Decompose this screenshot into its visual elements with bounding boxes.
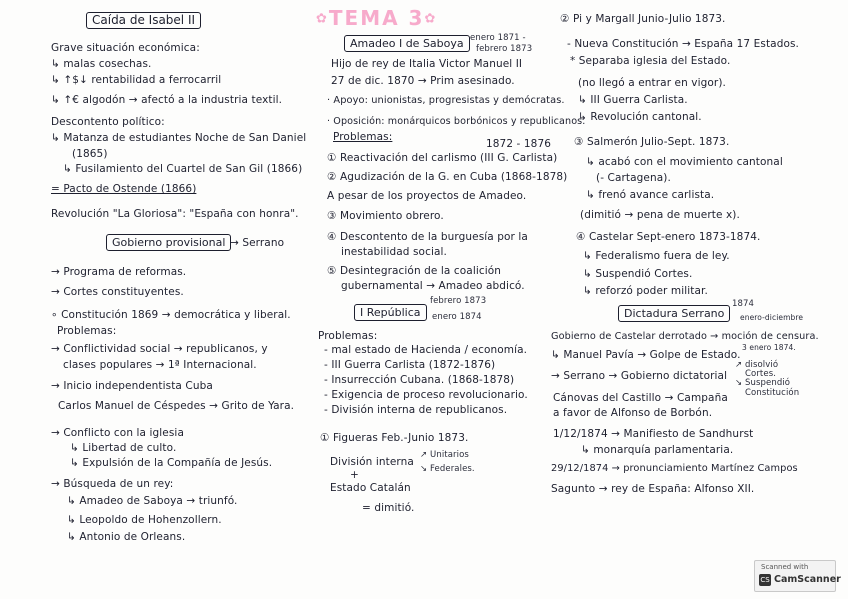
date-note: enero-diciembre bbox=[740, 313, 804, 322]
note-line: inestabilidad social. bbox=[341, 246, 447, 258]
note-line: División interna bbox=[330, 456, 414, 468]
note-line: A pesar de los proyectos de Amadeo. bbox=[327, 190, 527, 202]
note-line: ↳ Libertad de culto. bbox=[70, 442, 177, 454]
camscanner-logo-icon: CS bbox=[760, 576, 770, 584]
date-note: ↘ Suspendió bbox=[735, 378, 791, 388]
box-dictadura-serrano: Dictadura Serrano bbox=[618, 305, 730, 322]
note-line: ↳ Manuel Pavía → Golpe de Estado. bbox=[551, 349, 741, 361]
date-note: enero 1871 - bbox=[470, 33, 526, 43]
note-line: - Exigencia de proceso revolucionario. bbox=[324, 389, 528, 401]
note-line: → Programa de reformas. bbox=[51, 266, 187, 278]
note-line: - Insurrección Cubana. (1868-1878) bbox=[324, 374, 515, 386]
note-line: ↳ ↑€ algodón → afectó a la industria textil. bbox=[51, 94, 283, 106]
note-line: - III Guerra Carlista (1872-1876) bbox=[324, 359, 496, 371]
note-line: (1865) bbox=[72, 148, 108, 160]
note-line: ↳ Expulsión de la Compañía de Jesús. bbox=[70, 457, 273, 469]
note-line: ↳ Matanza de estudiantes Noche de San Daniel bbox=[51, 132, 307, 144]
date-note: Constitución bbox=[745, 388, 800, 398]
box-gobierno-provisional: Gobierno provisional bbox=[106, 234, 231, 251]
date-note: enero 1874 bbox=[432, 312, 482, 322]
note-line: Problemas: bbox=[318, 330, 378, 342]
note-line: Problemas: bbox=[333, 131, 393, 143]
scanned-with-label: Scanned with bbox=[761, 563, 809, 571]
note-line: ↳ Antonio de Orleans. bbox=[67, 531, 186, 543]
note-line: ↳ monarquía parlamentaria. bbox=[581, 444, 734, 456]
note-line: Gobierno de Castelar derrotado → moción de censura. bbox=[551, 331, 819, 342]
note-line: ↳ Suspendió Cortes. bbox=[583, 268, 693, 280]
note-line: ② Agudización de la G. en Cuba (1868-1878) bbox=[327, 171, 568, 183]
note-line: Carlos Manuel de Céspedes → Grito de Yara. bbox=[58, 400, 295, 412]
note-line: ↳ Revolución cantonal. bbox=[578, 111, 702, 123]
note-line: = dimitió. bbox=[362, 502, 415, 514]
note-line: 1/12/1874 → Manifiesto de Sandhurst bbox=[553, 428, 754, 440]
note-line: Sagunto → rey de España: Alfonso XII. bbox=[551, 483, 755, 495]
note-line: + bbox=[350, 469, 359, 481]
note-line: ∘ Constitución 1869 → democrática y liberal. bbox=[51, 309, 291, 321]
note-line: Estado Catalán bbox=[330, 482, 411, 494]
note-line: * Separaba iglesia del Estado. bbox=[570, 55, 731, 67]
note-line: ④ Castelar Sept-enero 1873-1874. bbox=[576, 231, 761, 243]
note-line: ↳ frenó avance carlista. bbox=[586, 189, 715, 201]
date-note: ↗ disolvió bbox=[735, 360, 779, 370]
note-line: ③ Movimiento obrero. bbox=[327, 210, 444, 222]
note-line: - Nueva Constitución → España 17 Estados. bbox=[567, 38, 799, 50]
note-line: 27 de dic. 1870 → Prim asesinado. bbox=[331, 75, 515, 87]
note-line: ↳ Leopoldo de Hohenzollern. bbox=[67, 514, 222, 526]
note-line: · Oposición: monárquicos borbónicos y republicanos. bbox=[327, 116, 586, 127]
note-line: → Inicio independentista Cuba bbox=[51, 380, 213, 392]
date-note: 3 enero 1874. bbox=[742, 343, 796, 352]
heading-caida-isabel: Caída de Isabel II bbox=[86, 12, 201, 29]
note-line: 29/12/1874 → pronunciamiento Martínez Campos bbox=[551, 463, 798, 474]
date-note: 1872 - 1876 bbox=[486, 138, 552, 150]
note-line: ↘ Federales. bbox=[420, 464, 475, 474]
date-note: febrero 1873 bbox=[430, 296, 487, 306]
note-line: → Serrano bbox=[230, 237, 285, 249]
note-line: ↳ Federalismo fuera de ley. bbox=[583, 250, 730, 262]
note-line: clases populares → 1ª Internacional. bbox=[63, 359, 257, 371]
note-line: - División interna de republicanos. bbox=[324, 404, 508, 416]
note-line: Revolución "La Gloriosa": "España con honra". bbox=[51, 208, 299, 220]
note-line: → Conflictividad social → republicanos, y bbox=[51, 343, 268, 355]
note-line: ① Figueras Feb.-Junio 1873. bbox=[320, 432, 469, 444]
star-icon: ✿ bbox=[316, 11, 329, 27]
note-line: ↳ Amadeo de Saboya → triunfó. bbox=[67, 495, 238, 507]
note-line: = Pacto de Ostende (1866) bbox=[51, 183, 197, 195]
note-line: gubernamental → Amadeo abdicó. bbox=[341, 280, 525, 292]
date-note: febrero 1873 bbox=[476, 44, 533, 54]
star-icon: ✿ bbox=[424, 11, 438, 27]
camscanner-watermark bbox=[754, 560, 841, 592]
note-line: (dimitió → pena de muerte x). bbox=[580, 209, 740, 221]
note-line: → Búsqueda de un rey: bbox=[51, 478, 174, 490]
note-line: (- Cartagena). bbox=[596, 172, 671, 184]
note-line: - mal estado de Hacienda / economía. bbox=[324, 344, 528, 356]
note-line: a favor de Alfonso de Borbón. bbox=[553, 407, 713, 419]
note-line: · Apoyo: unionistas, progresistas y demócratas. bbox=[327, 95, 565, 106]
note-line: ↳ Fusilamiento del Cuartel de San Gil (1866) bbox=[63, 163, 303, 175]
note-line: ④ Descontento de la burguesía por la bbox=[327, 231, 528, 243]
note-line: ↗ Unitarios bbox=[420, 450, 469, 460]
note-line: Descontento político: bbox=[51, 116, 165, 128]
document-title: ✿TEMA 3✿ bbox=[316, 6, 438, 30]
note-line: Problemas: bbox=[57, 325, 117, 337]
box-amadeo: Amadeo I de Saboya bbox=[344, 35, 470, 52]
note-line: Cánovas del Castillo → Campaña bbox=[553, 392, 728, 404]
note-line: (no llegó a entrar en vigor). bbox=[578, 77, 726, 89]
date-note: Cortes. bbox=[745, 369, 777, 379]
note-line: ↳ III Guerra Carlista. bbox=[578, 94, 688, 106]
note-line: → Serrano → Gobierno dictatorial bbox=[551, 370, 728, 382]
note-line: ↳ reforzó poder militar. bbox=[583, 285, 708, 297]
note-line: Grave situación económica: bbox=[51, 42, 200, 54]
note-line: ② Pi y Margall Junio-Julio 1873. bbox=[560, 13, 726, 25]
note-line: ↳ acabó con el movimiento cantonal bbox=[586, 156, 783, 168]
box-republica: I República bbox=[354, 304, 427, 321]
note-line: ③ Salmerón Julio-Sept. 1873. bbox=[574, 136, 730, 148]
note-line: ↳ malas cosechas. bbox=[51, 58, 152, 70]
camscanner-name: CamScanner bbox=[774, 574, 841, 585]
note-line: Hijo de rey de Italia Victor Manuel II bbox=[331, 58, 523, 70]
note-line: → Cortes constituyentes. bbox=[51, 286, 184, 298]
note-line: ⑤ Desintegración de la coalición bbox=[327, 265, 502, 277]
date-note: 1874 bbox=[732, 299, 755, 309]
note-line: ① Reactivación del carlismo (III G. Carlista) bbox=[327, 152, 558, 164]
note-line: → Conflicto con la iglesia bbox=[51, 427, 184, 439]
note-line: ↳ ↑$↓ rentabilidad a ferrocarril bbox=[51, 74, 222, 86]
